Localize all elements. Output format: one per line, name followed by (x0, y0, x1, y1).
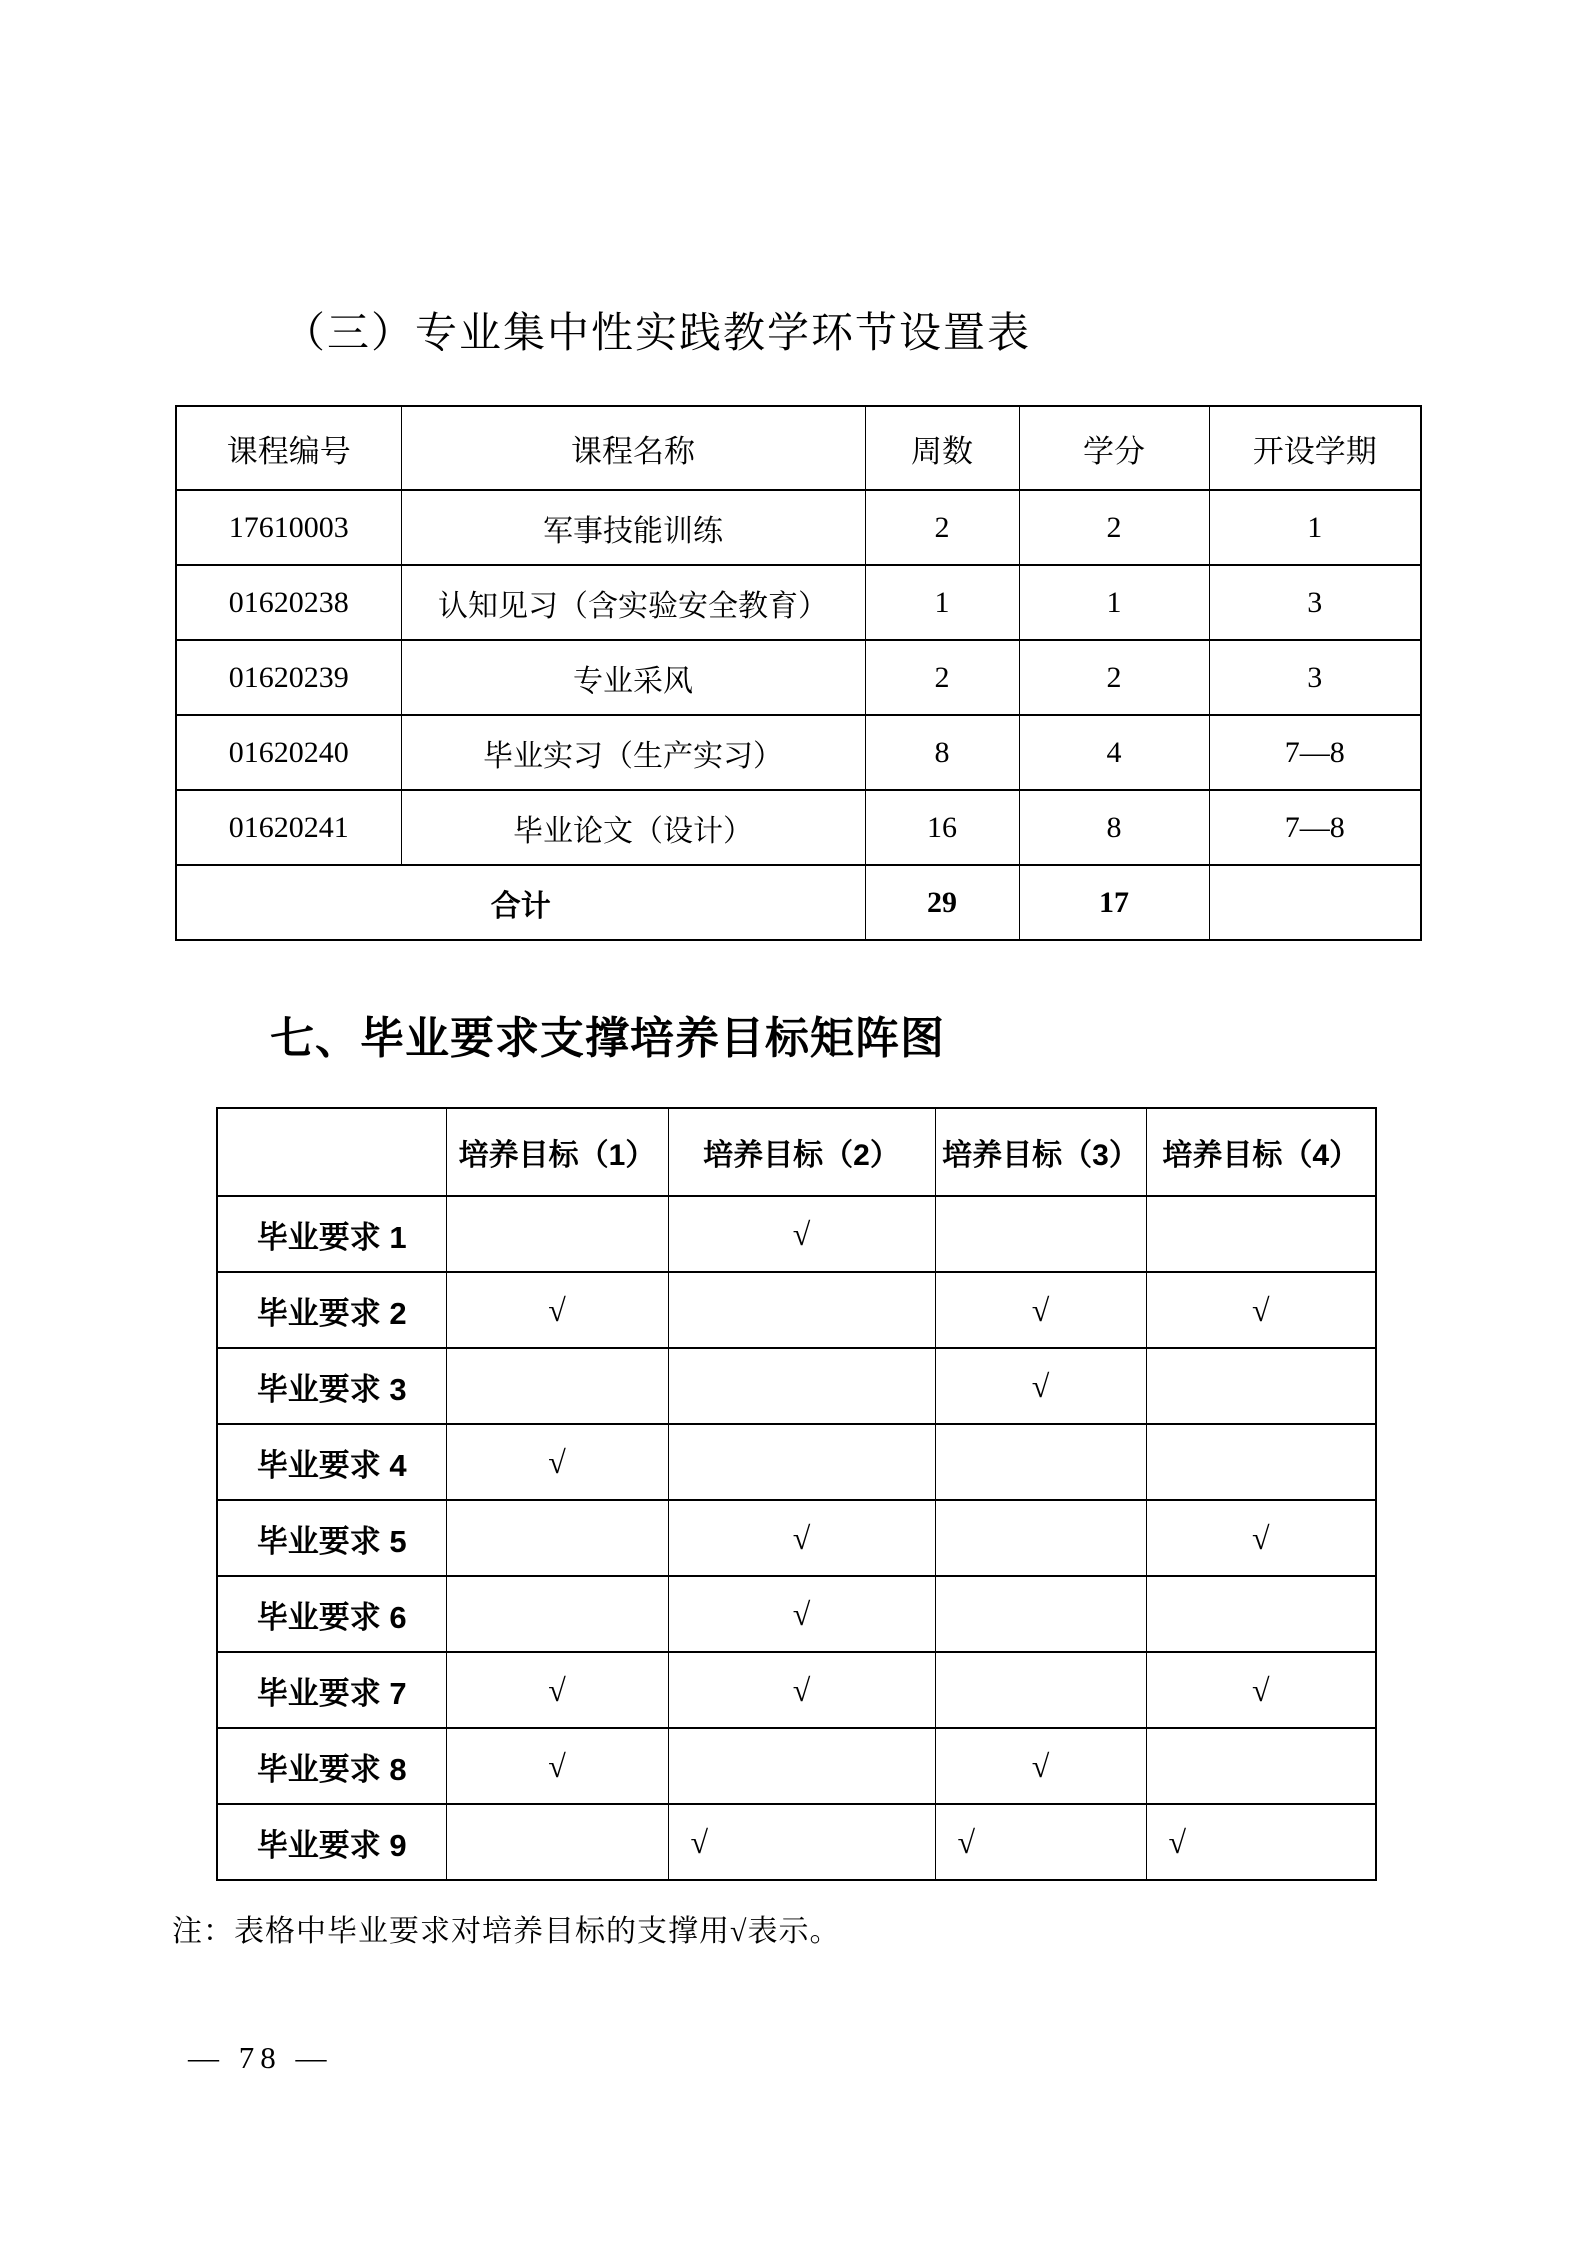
row-label-requirement-8: 毕业要求 8 (217, 1728, 446, 1804)
weeks-cell: 16 (865, 790, 1019, 865)
course-code-cell: 01620238 (176, 565, 401, 640)
table-row (176, 790, 1421, 865)
matrix-row (217, 1652, 1376, 1728)
check-cell (446, 1500, 668, 1576)
row-label-requirement-4: 毕业要求 4 (217, 1424, 446, 1500)
check-cell: √ (446, 1424, 668, 1500)
column-header-weeks: 周数 (865, 406, 1019, 490)
column-header-semester: 开设学期 (1209, 406, 1421, 490)
credits-cell: 8 (1019, 790, 1209, 865)
credits-cell: 2 (1019, 640, 1209, 715)
matrix-row (217, 1348, 1376, 1424)
check-cell: √ (668, 1804, 935, 1880)
check-cell (668, 1728, 935, 1804)
practice-header-row (176, 406, 1421, 490)
check-cell (446, 1348, 668, 1424)
matrix-row (217, 1196, 1376, 1272)
practice-table (175, 405, 1422, 941)
matrix-row (217, 1728, 1376, 1804)
course-name-cell: 认知见习（含实验安全教育） (401, 565, 865, 640)
check-cell: √ (668, 1576, 935, 1652)
row-label-requirement-9: 毕业要求 9 (217, 1804, 446, 1880)
column-header-objective-4: 培养目标（4） (1146, 1108, 1376, 1196)
column-header-course-name: 课程名称 (401, 406, 865, 490)
table-row (176, 640, 1421, 715)
total-row (176, 865, 1421, 940)
row-label-requirement-7: 毕业要求 7 (217, 1652, 446, 1728)
check-cell: √ (1146, 1500, 1376, 1576)
matrix-row (217, 1804, 1376, 1880)
check-cell: √ (668, 1652, 935, 1728)
weeks-cell: 1 (865, 565, 1019, 640)
row-label-requirement-2: 毕业要求 2 (217, 1272, 446, 1348)
check-cell: √ (935, 1804, 1146, 1880)
row-label-requirement-6: 毕业要求 6 (217, 1576, 446, 1652)
column-header-objective-1: 培养目标（1） (446, 1108, 668, 1196)
check-cell (668, 1348, 935, 1424)
check-cell (935, 1576, 1146, 1652)
matrix-row (217, 1576, 1376, 1652)
check-cell (446, 1576, 668, 1652)
semester-cell: 3 (1209, 640, 1421, 715)
course-code-cell: 17610003 (176, 490, 401, 565)
row-label-requirement-3: 毕业要求 3 (217, 1348, 446, 1424)
table-row (176, 490, 1421, 565)
check-cell: √ (446, 1728, 668, 1804)
total-semester-cell (1209, 865, 1421, 940)
section-title-practice: （三）专业集中性实践教学环节设置表 (283, 311, 1032, 357)
matrix-row (217, 1424, 1376, 1500)
check-cell (668, 1424, 935, 1500)
check-cell (446, 1196, 668, 1272)
table-note: 注：表格中毕业要求对培养目标的支撑用√表示。 (172, 1915, 841, 1948)
semester-cell: 7—8 (1209, 715, 1421, 790)
course-name-cell: 军事技能训练 (401, 490, 865, 565)
row-label-requirement-1: 毕业要求 1 (217, 1196, 446, 1272)
check-cell (1146, 1348, 1376, 1424)
check-cell (935, 1500, 1146, 1576)
table-row (176, 715, 1421, 790)
check-cell (668, 1272, 935, 1348)
section-title-matrix: 七、毕业要求支撑培养目标矩阵图 (270, 1014, 945, 1063)
course-code-cell: 01620240 (176, 715, 401, 790)
column-header-objective-2: 培养目标（2） (668, 1108, 935, 1196)
check-cell: √ (1146, 1804, 1376, 1880)
semester-cell: 1 (1209, 490, 1421, 565)
course-code-cell: 01620241 (176, 790, 401, 865)
course-name-cell: 专业采风 (401, 640, 865, 715)
check-cell: √ (446, 1272, 668, 1348)
row-label-requirement-5: 毕业要求 5 (217, 1500, 446, 1576)
weeks-cell: 2 (865, 490, 1019, 565)
credits-cell: 4 (1019, 715, 1209, 790)
course-name-cell: 毕业论文（设计） (401, 790, 865, 865)
semester-cell: 3 (1209, 565, 1421, 640)
total-weeks-cell: 29 (865, 865, 1019, 940)
matrix-header-row (217, 1108, 1376, 1196)
check-cell (1146, 1728, 1376, 1804)
matrix-row (217, 1500, 1376, 1576)
table-row (176, 565, 1421, 640)
check-cell (935, 1652, 1146, 1728)
check-cell (935, 1424, 1146, 1500)
check-cell (935, 1196, 1146, 1272)
check-cell (1146, 1196, 1376, 1272)
weeks-cell: 8 (865, 715, 1019, 790)
check-cell: √ (668, 1500, 935, 1576)
course-name-cell: 毕业实习（生产实习） (401, 715, 865, 790)
total-credits-cell: 17 (1019, 865, 1209, 940)
check-cell: √ (668, 1196, 935, 1272)
page-number: — 78 — (188, 2040, 333, 2075)
check-cell: √ (935, 1348, 1146, 1424)
matrix-table (216, 1107, 1377, 1881)
check-cell: √ (935, 1272, 1146, 1348)
course-code-cell: 01620239 (176, 640, 401, 715)
column-header-credits: 学分 (1019, 406, 1209, 490)
check-cell: √ (446, 1652, 668, 1728)
credits-cell: 1 (1019, 565, 1209, 640)
weeks-cell: 2 (865, 640, 1019, 715)
total-label-cell: 合计 (176, 865, 865, 940)
column-header-objective-3: 培养目标（3） (935, 1108, 1146, 1196)
semester-cell: 7—8 (1209, 790, 1421, 865)
check-cell: √ (1146, 1272, 1376, 1348)
credits-cell: 2 (1019, 490, 1209, 565)
column-header-course-code: 课程编号 (176, 406, 401, 490)
matrix-row (217, 1272, 1376, 1348)
check-cell: √ (935, 1728, 1146, 1804)
check-cell (1146, 1576, 1376, 1652)
check-cell: √ (1146, 1652, 1376, 1728)
check-cell (1146, 1424, 1376, 1500)
corner-cell (217, 1108, 446, 1196)
check-cell (446, 1804, 668, 1880)
